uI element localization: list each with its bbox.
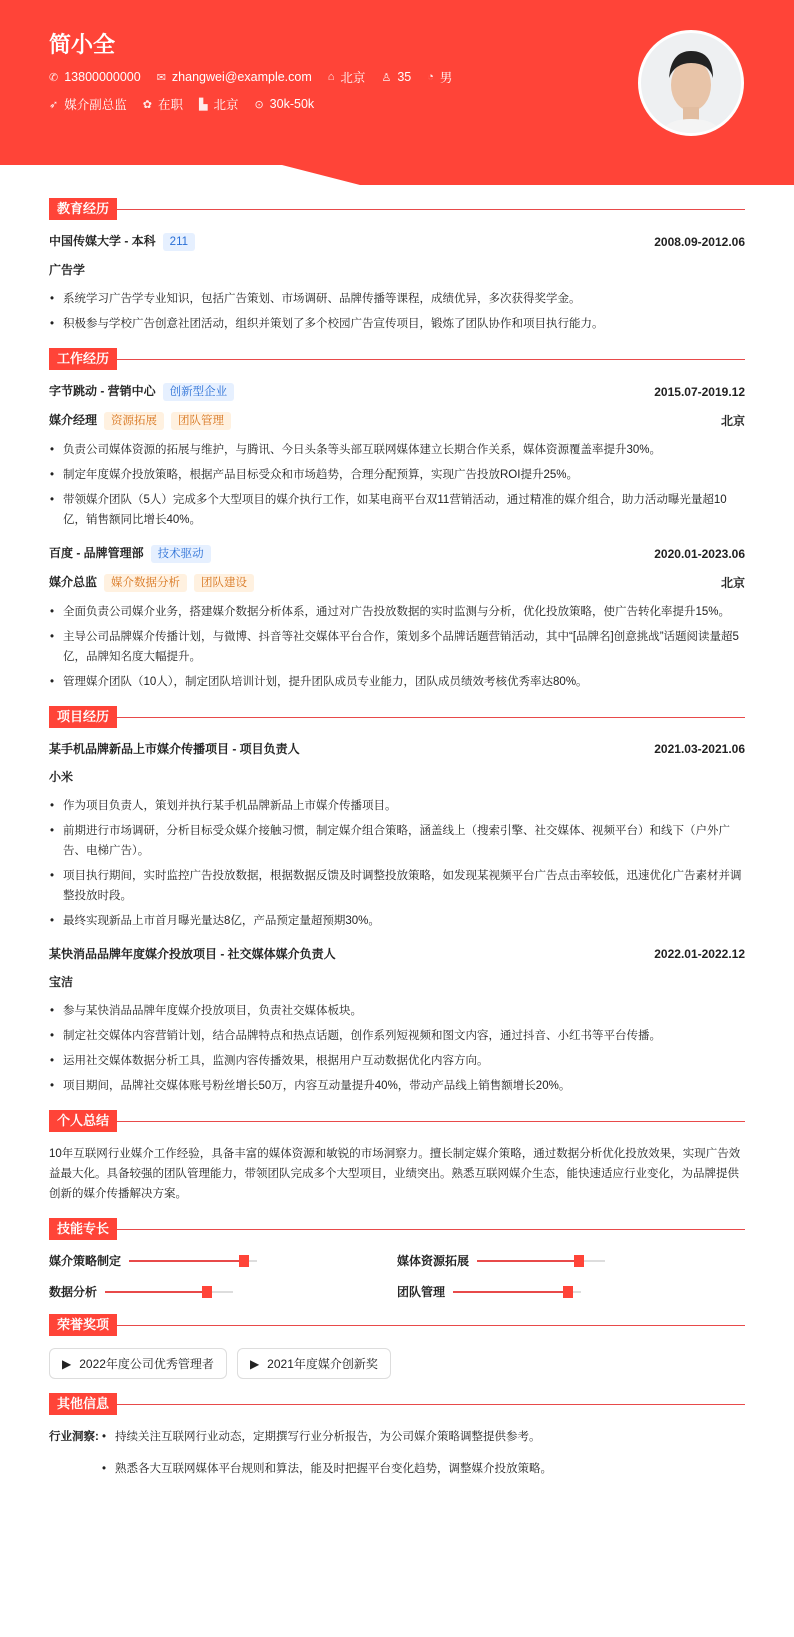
skill-thumb — [574, 1255, 584, 1267]
education-bullets — [49, 289, 745, 334]
skill-item — [397, 1252, 745, 1269]
work-bullets — [49, 440, 745, 530]
section-skills — [49, 1218, 745, 1240]
age-icon: ♙ — [381, 71, 392, 84]
section-work — [49, 348, 745, 370]
skill-item — [49, 1283, 397, 1300]
skill-item — [397, 1283, 745, 1300]
list-item: • 负责公司媒体资源的拓展与维护，与腾讯、今日头条等头部互联网媒体建立长期合作关系，媒体资源覆盖率提升30%。 — [49, 440, 745, 460]
gender: 男 — [439, 71, 453, 85]
section-title: 荣誉奖项 — [49, 1314, 117, 1336]
email-icon: ✉ — [156, 71, 166, 84]
section-projects — [49, 706, 745, 728]
major: 广告学 — [49, 263, 86, 277]
work-header — [49, 544, 745, 563]
other-info — [49, 1427, 745, 1505]
award-item — [49, 1348, 227, 1379]
section-other — [49, 1393, 745, 1415]
list-item: • 全面负责公司媒介业务，搭建媒介数据分析体系，通过对广告投放数据的实时监测与分析，优化投放策略，使广告转化率提升15%。 — [49, 602, 745, 622]
date: 2015.07-2019.12 — [654, 384, 745, 399]
divider — [117, 1404, 745, 1405]
date: 2008.09-2012.06 — [654, 234, 745, 249]
city: 北京 — [720, 575, 745, 590]
avatar — [638, 30, 744, 136]
section-title: 项目经历 — [49, 706, 117, 728]
work-role — [49, 573, 745, 592]
list-item: • 作为项目负责人，策划并执行某手机品牌新品上市媒介传播项目。 — [49, 796, 745, 816]
awards-list — [49, 1348, 745, 1379]
section-title: 教育经历 — [49, 198, 117, 220]
skill-name: 媒体资源拓展 — [397, 1254, 470, 1268]
list-item: • 前期进行市场调研，分析目标受众媒介接触习惯，制定媒介组合策略，涵盖线上（搜索引擎、社交媒体、视频平台）和线下（户外广告、电梯广告）。 — [49, 821, 745, 861]
skills-grid — [49, 1252, 745, 1300]
award-label: 2021年度媒介创新奖 — [267, 1357, 378, 1371]
project-client: 小米 — [49, 770, 74, 784]
list-item: • 运用社交媒体数据分析工具，监测内容传播效果，根据用户互动数据优化内容方向。 — [49, 1051, 745, 1071]
skill-tag: 资源拓展 — [104, 412, 164, 430]
city: 北京 — [340, 71, 366, 85]
role: 媒介经理 — [49, 413, 98, 427]
company-tag: 技术驱动 — [151, 545, 211, 563]
skill-bar — [453, 1291, 581, 1293]
section-summary — [49, 1110, 745, 1132]
work-bullets — [49, 602, 745, 692]
phone-icon: ✆ — [49, 71, 59, 84]
project-bullets — [49, 1001, 745, 1096]
list-item: • 管理媒介团队（10人），制定团队培训计划，提升团队成员专业能力，团队成员绩效考核优秀率达80%。 — [49, 672, 745, 692]
skill-name: 数据分析 — [49, 1285, 98, 1299]
home-icon: ⌂ — [327, 71, 335, 83]
skill-bar — [105, 1291, 233, 1293]
work-header — [49, 382, 745, 401]
skill-name: 媒介策略制定 — [49, 1254, 122, 1268]
section-title: 工作经历 — [49, 348, 117, 370]
divider — [117, 717, 745, 718]
role: 媒介总监 — [49, 575, 98, 589]
date: 2020.01-2023.06 — [654, 546, 745, 561]
position: 媒介副总监 — [64, 98, 127, 112]
list-item: • 熟悉各大互联网媒体平台规则和算法，能及时把握平台变化趋势，调整媒介投放策略。 — [101, 1459, 552, 1479]
triangle-icon: ▶ — [249, 1356, 260, 1371]
section-title: 个人总结 — [49, 1110, 117, 1132]
skill-thumb — [202, 1286, 212, 1298]
list-item: • 主导公司品牌媒介传播计划，与微博、抖音等社交媒体平台合作，策划多个品牌话题营销活动，其中“[品牌名]创意挑战”话题阅读量超5亿，品牌知名度大幅提升。 — [49, 627, 745, 667]
skill-bar — [477, 1260, 605, 1262]
work-role — [49, 411, 745, 430]
project-header — [49, 740, 745, 758]
skill-thumb — [239, 1255, 249, 1267]
status-icon: ✿ — [142, 98, 152, 111]
skill-tag: 团队管理 — [171, 412, 231, 430]
list-item: • 项目期间，品牌社交媒体账号粉丝增长50万，内容互动量提升40%，带动产品线上销售额增长20%。 — [49, 1076, 745, 1096]
list-item: • 参与某快消品品牌年度媒介投放项目，负责社交媒体板块。 — [49, 1001, 745, 1021]
divider — [117, 359, 745, 360]
triangle-icon: ▶ — [62, 1356, 72, 1371]
project-client: 宝洁 — [49, 975, 74, 989]
list-item: • 制定年度媒介投放策略，根据产品目标受众和市场趋势，合理分配预算，实现广告投放ROI提升25%。 — [49, 465, 745, 485]
school: 中国传媒大学 - 本科 — [49, 234, 156, 248]
section-awards — [49, 1314, 745, 1336]
city: 北京 — [720, 413, 745, 428]
list-item: • 带领媒介团队（5人）完成多个大型项目的媒介执行工作，如某电商平台双11营销活动，通过精准的媒介组合，助力活动曝光量超10亿，销售额同比增长40%。 — [49, 490, 745, 530]
phone: 13800000000 — [64, 70, 141, 84]
date: 2022.01-2022.12 — [654, 947, 745, 961]
candidate-name: 简小全 — [49, 32, 116, 57]
section-education — [49, 198, 745, 220]
award-label: 2022年度公司优秀管理者 — [79, 1357, 214, 1371]
status: 在职 — [157, 98, 183, 112]
target-city: 北京 — [213, 98, 239, 112]
other-bullets — [101, 1427, 552, 1491]
building-icon: ▙ — [198, 98, 208, 111]
divider — [117, 209, 745, 210]
company: 百度 - 品牌管理部 — [49, 546, 144, 560]
skill-item — [49, 1252, 397, 1269]
divider — [117, 1229, 745, 1230]
company-tag: 创新型企业 — [163, 383, 235, 401]
email: zhangwei@example.com — [171, 70, 312, 84]
skill-tag: 媒介数据分析 — [104, 574, 187, 592]
project-header — [49, 945, 745, 963]
project-bullets — [49, 796, 745, 931]
education-header — [49, 232, 745, 251]
list-item: • 制定社交媒体内容营销计划，结合品牌特点和热点话题，创作系列短视频和图文内容，通过抖音、小红书等平台传播。 — [49, 1026, 745, 1046]
other-label: 行业洞察: — [49, 1431, 99, 1443]
date: 2021.03-2021.06 — [654, 742, 745, 756]
skill-thumb — [563, 1286, 573, 1298]
summary-text: 10年互联网行业媒介工作经验，具备丰富的媒体资源和敏锐的市场洞察力。擅长制定媒介策略，通过数据分析优化投放效果，实现广告效益最大化。具备较强的团队管理能力，带领团队完成多个大型项目，业绩突出。熟悉互联网媒介生态，能快速适应行业变化，为品牌提供创新的媒介传播解决方案。 — [49, 1148, 741, 1200]
company: 字节跳动 - 营销中心 — [49, 384, 156, 398]
gender-icon: ◔ — [427, 71, 434, 83]
list-item: • 积极参与学校广告创意社团活动，组织并策划了多个校园广告宣传项目，锻炼了团队协作和项目执行能力。 — [49, 314, 745, 334]
resume-body — [49, 184, 745, 1505]
section-title: 其他信息 — [49, 1393, 117, 1415]
skill-tag: 团队建设 — [194, 574, 254, 592]
project-name: 某快消品品牌年度媒介投放项目 - 社交媒体媒介负责人 — [49, 947, 336, 961]
project-name: 某手机品牌新品上市媒介传播项目 - 项目负责人 — [49, 742, 300, 756]
salary: 30k-50k — [269, 97, 315, 111]
list-item: • 最终实现新品上市首月曝光量达8亿，产品预定量超预期30%。 — [49, 911, 745, 931]
list-item: • 项目执行期间，实时监控广告投放数据，根据数据反馈及时调整投放策略，如发现某视频平台广告点击率较低，迅速优化广告素材并调整投放时段。 — [49, 866, 745, 906]
award-item — [237, 1348, 391, 1379]
contact-row — [49, 68, 452, 86]
salary-icon: ⊙ — [254, 98, 264, 111]
divider — [117, 1325, 745, 1326]
school-tag: 211 — [163, 233, 195, 251]
list-item: • 持续关注互联网行业动态，定期撰写行业分析报告，为公司媒介策略调整提供参考。 — [101, 1427, 552, 1447]
skill-name: 团队管理 — [397, 1285, 446, 1299]
list-item: • 系统学习广告学专业知识，包括广告策划、市场调研、品牌传播等课程，成绩优异，多次获得奖学金。 — [49, 289, 745, 309]
job-intent-row — [49, 95, 314, 113]
section-title: 技能专长 — [49, 1218, 117, 1240]
divider — [117, 1121, 745, 1122]
send-icon: ➶ — [49, 98, 59, 111]
age: 35 — [397, 70, 412, 84]
skill-bar — [129, 1260, 257, 1262]
